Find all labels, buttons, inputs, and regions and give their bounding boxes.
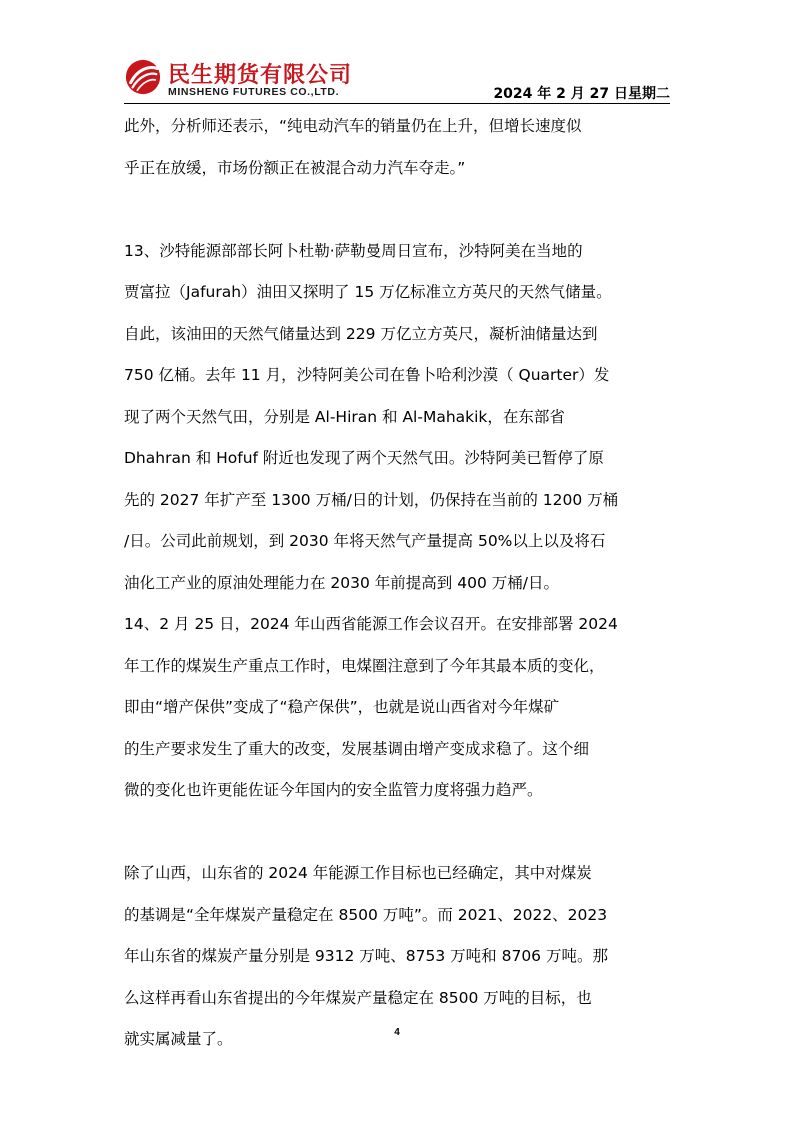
text-line: 贾富拉（Jafurah）油田又探明了 15 万亿标准立方英尺的天然气储量。 (124, 283, 612, 301)
text-line: 么这样再看山东省提出的今年煤炭产量稳定在 8500 万吨的目标，也 (124, 988, 592, 1007)
text-line: 微的变化也许更能佐证今年国内的安全监管力度将强力趋严。 (124, 781, 543, 799)
text-line: 13、沙特能源部部长阿卜杜勒·萨勒曼周日宣布，沙特阿美在当地的 (124, 241, 583, 260)
text-line: 除了山西，山东省的 2024 年能源工作目标也已经确定，其中对煤炭 (124, 864, 592, 882)
company-logo (124, 56, 364, 102)
paragraph-gap (124, 189, 674, 231)
header-date: 2024 年 2 月 27 日星期二 (493, 86, 670, 102)
text-line: Dhahran 和 Hofuf 附近也发现了两个天然气田。沙特阿美已暂停了原 (124, 449, 604, 467)
paragraph-item-14 (124, 604, 674, 812)
paragraph-gap (124, 812, 674, 854)
text-line: 乎正在放缓，市场份额正在被混合动力汽车夺走。” (124, 158, 466, 177)
text-line: 现了两个天然气田，分别是 Al-Hiran 和 Al-Mahakik，在东部省 (124, 407, 565, 426)
text-line: 就实属减量了。 (124, 1030, 233, 1048)
text-line: 先的 2027 年扩产至 1300 万桶/日的计划，仍保持在当前的 1200 万桶 (124, 490, 619, 509)
text-line: 年工作的煤炭生产重点工作时，电煤圈注意到了今年其最本质的变化， (124, 656, 605, 675)
text-line: 年山东省的煤炭产量分别是 9312 万吨、8753 万吨和 8706 万吨。那 (124, 947, 608, 965)
text-line: 自此，该油田的天然气储量达到 229 万亿立方英尺，凝析油储量达到 (124, 324, 598, 343)
text-line: 此外，分析师还表示，“纯电动汽车的销量仍在上升，但增长速度似 (124, 117, 582, 135)
minsheng-logo-icon (124, 58, 162, 96)
company-name-en: MINSHENG FUTURES CO.,LTD. (168, 86, 340, 98)
company-name-cn: 民生期货有限公司 (168, 63, 353, 88)
text-line: 750 亿桶。去年 11 月，沙特阿美公司在鲁卜哈利沙漠（ Quarter）发 (124, 366, 610, 384)
paragraph-item-13 (124, 231, 674, 605)
text-line: 的生产要求发生了重大的改变，发展基调由增产变成求稳了。这个细 (124, 739, 590, 758)
article-body (124, 106, 674, 1061)
page-number: 4 (394, 1027, 400, 1038)
text-line: 即由“增产保供”变成了“稳产保供”，也就是说山西省对今年煤矿 (124, 698, 560, 716)
text-line: 油化工产业的原油处理能力在 2030 年前提高到 400 万桶/日。 (124, 573, 559, 592)
paragraph-analyst-note (124, 106, 674, 189)
text-line: 的基调是“全年煤炭产量稳定在 8500 万吨”。而 2021、2022、2023 (124, 905, 608, 924)
header-divider (124, 103, 670, 104)
text-line: 14、2 月 25 日，2024 年山西省能源工作会议召开。在安排部署 2024 (124, 615, 618, 633)
text-line: /日。公司此前规划，到 2030 年将天然气产量提高 50%以上以及将石 (124, 532, 606, 550)
